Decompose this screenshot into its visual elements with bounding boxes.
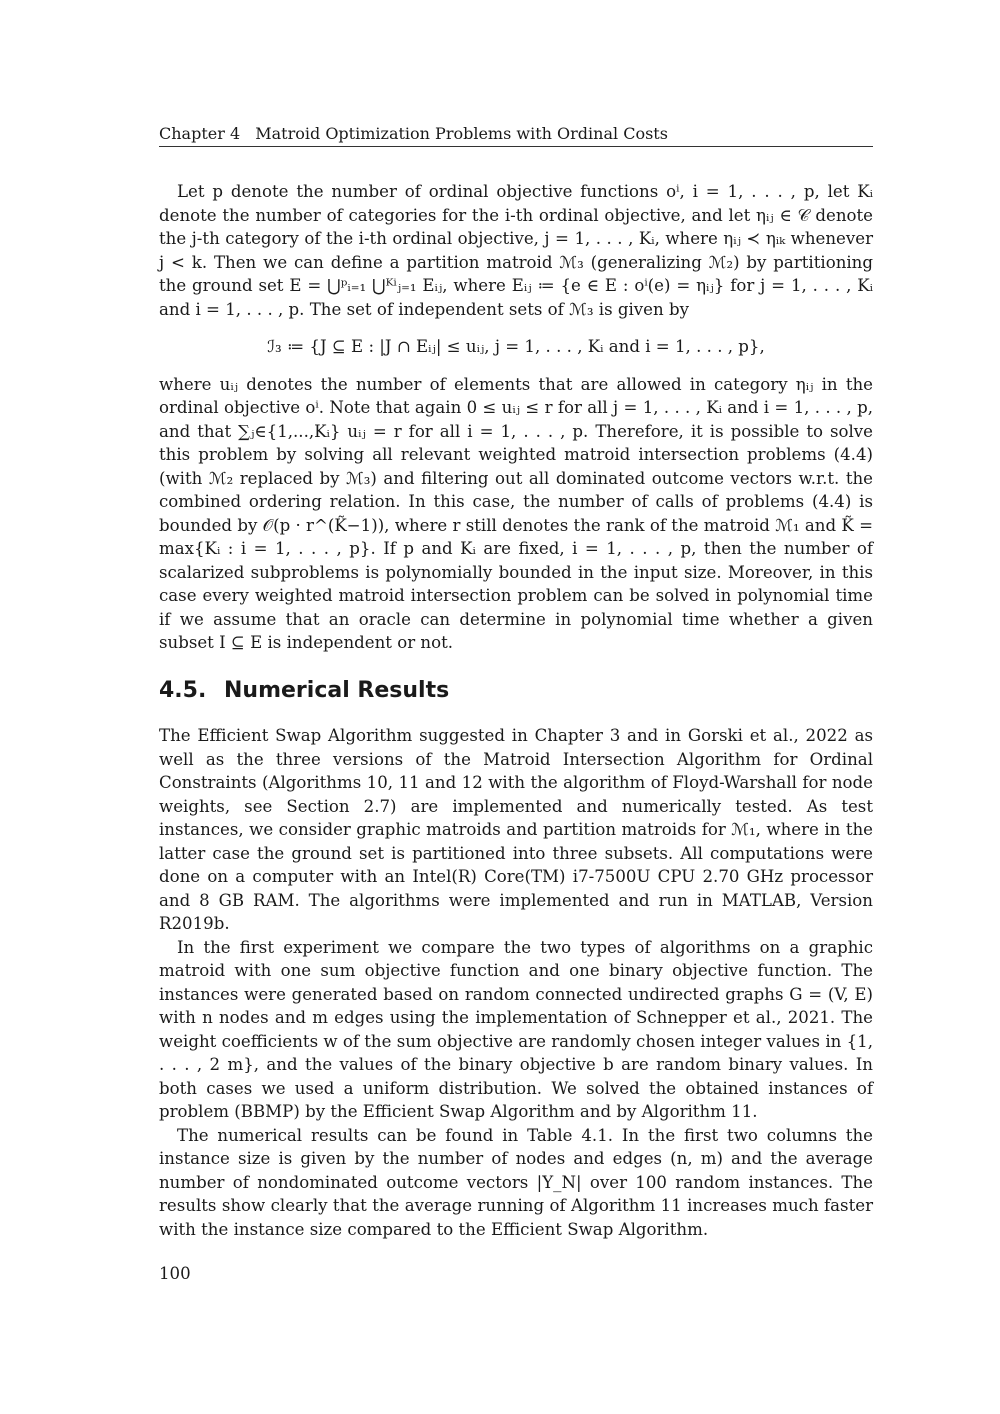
section-number: 4.5. bbox=[159, 678, 207, 703]
page-number: 100 bbox=[159, 1264, 191, 1283]
results-block bbox=[159, 724, 873, 1241]
section-heading bbox=[159, 676, 449, 706]
paragraph-complexity: where uᵢⱼ denotes the number of elements that are allowed in category ηᵢⱼ in the ordinal objective oⁱ. Note that again 0 ≤ uᵢⱼ ≤ r for all j = 1, . . . , Kᵢ and i = 1, . . . , p, and that ∑ⱼ∈{1,...,Kᵢ} uᵢⱼ = r for all i = 1, . . . , p. Therefore, it is possible to solve this problem by solving all relevant weighted matroid intersection problems (4.4) (with ℳ₂ replaced by ℳ₃) and filtering out all dominated outcome vectors w.r.t. the combined ordering relation. In this case, the number of calls of problems (4.4) is bounded by 𝒪(p · r^(K̃−1)), where r still denotes the rank of the matroid ℳ₁ and K̃ = max{Kᵢ : i = 1, . . . , p}. If p and Kᵢ are fixed, i = 1, . . . , p, then the number of scalarized subproblems is polynomially bounded in the input size. Moreover, in this case every weighted matroid intersection problem can be solved in polynomial time if we assume that an oracle can determine in polynomial time whether a given subset I ⊆ E is independent or not. bbox=[159, 374, 873, 652]
section-title: Numerical Results bbox=[224, 678, 450, 703]
paragraph-algorithms: The Efficient Swap Algorithm suggested in Chapter 3 and in Gorski et al., 2022 as well as the three versions of the Matroid Intersection Algorithm for Ordinal Constraints (Algorithms 10, 11 and 12 with the algorithm of Floyd-Warshall for node weights, see Section 2.7) are implemented and numerically tested. As test instances, we consider graphic matroids and partition matroids for ℳ₁, where in the latter case the ground set is partitioned into three subsets. All computations were done on a computer with an Intel(R) Core(TM) i7-7500U CPU 2.70 GHz processor and 8 GB RAM. The algorithms were implemented and run in MATLAB, Version R2019b. bbox=[159, 726, 873, 933]
running-header bbox=[159, 122, 873, 147]
paragraph-first-experiment: In the first experiment we compare the two types of algorithms on a graphic matroid with one sum objective function and one binary objective function. The instances were generated based on random connected undirected graphs G = (V, E) with n nodes and m edges using the implementation of Schnepper et al., 2021. The weight coefficients w of the sum objective are randomly chosen integer values in {1, . . . , 2 m}, and the values of the binary objective b are random binary values. In both cases we used a uniform distribution. We solved the obtained instances of problem (BBMP) by the Efficient Swap Algorithm and by Algorithm 11. bbox=[159, 937, 873, 1121]
paragraph-partition-matroid: Let p denote the number of ordinal objective functions oⁱ, i = 1, . . . , p, let Kᵢ denote the number of categories for the i-th ordinal objective, and let ηᵢⱼ ∈ 𝒞 denote the j-th category of the i-th ordinal objective, j = 1, . . . , Kᵢ, where ηᵢⱼ ≺ ηᵢₖ whenever j < k. Then we can define a partition matroid ℳ₃ (generalizing ℳ₂) by partitioning the ground set E = ⋃ᵖᵢ₌₁ ⋃ᴷⁱⱼ₌₁ Eᵢⱼ, where Eᵢⱼ ≔ {e ∈ E : oⁱ(e) = ηᵢⱼ} for j = 1, . . . , Kᵢ and i = 1, . . . , p. The set of independent sets of ℳ₃ is given by bbox=[159, 182, 873, 319]
independent-sets-equation: ℐ₃ ≔ {J ⊆ E : |J ∩ Eᵢⱼ| ≤ uᵢⱼ, j = 1, . . . , Kᵢ and i = 1, . . . , p}, bbox=[267, 337, 765, 356]
chapter-title: Matroid Optimization Problems with Ordinal Costs bbox=[255, 124, 668, 143]
chapter-label: Chapter 4 bbox=[159, 124, 241, 143]
intro-block bbox=[159, 180, 873, 655]
paragraph-table-results: The numerical results can be found in Table 4.1. In the first two columns the instance size is given by the number of nodes and edges (n, m) and the average number of nondominated outcome vectors |Y_N| over 100 random instances. The results show clearly that the average running of Algorithm 11 increases much faster with the instance size compared to the Efficient Swap Algorithm. bbox=[159, 1125, 873, 1239]
